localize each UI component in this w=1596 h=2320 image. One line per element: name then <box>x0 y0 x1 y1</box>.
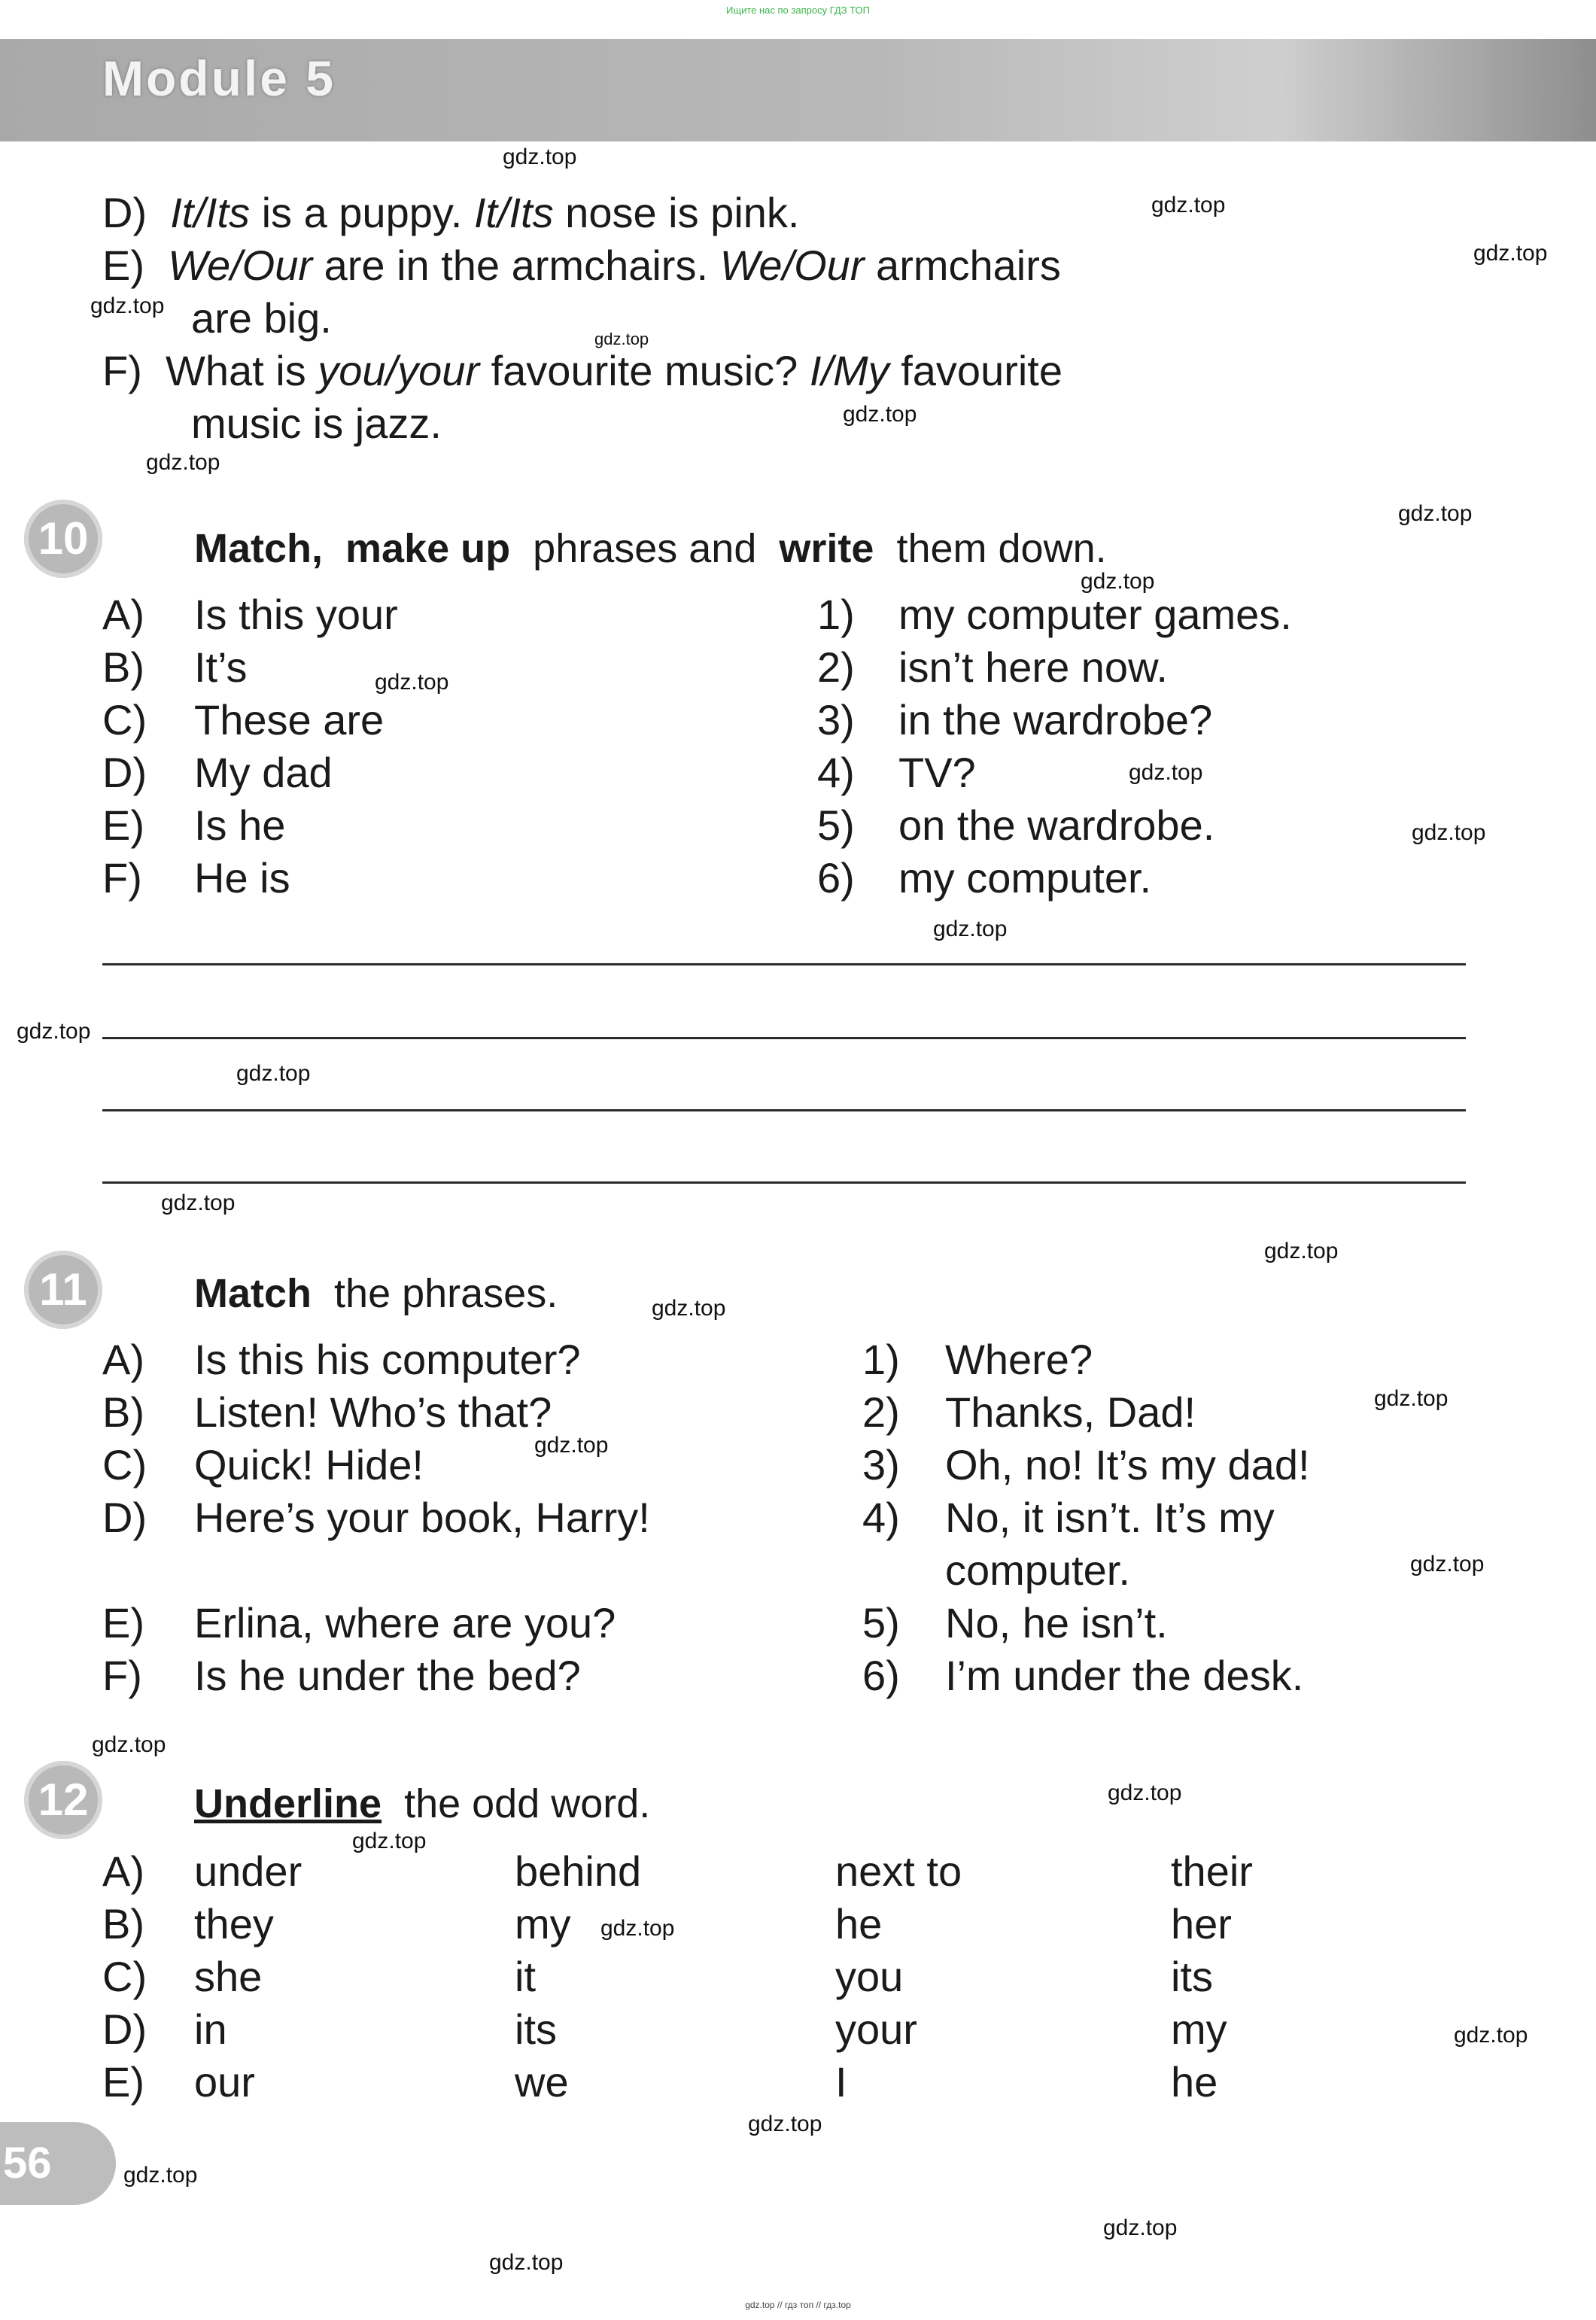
option-text: No, he isn’t. <box>945 1599 1168 1647</box>
option-text: Is this your <box>194 591 398 638</box>
watermark: gdz.top <box>1398 501 1473 526</box>
word-option[interactable]: you <box>835 1953 904 2000</box>
word-option[interactable]: I <box>835 2058 847 2106</box>
prev-item-f: F) What is you/your favourite music? I/My favourite <box>102 347 1062 394</box>
watermark: gdz.top <box>652 1296 726 1321</box>
option-text: These are <box>194 696 385 743</box>
option-label: 5) <box>817 801 855 849</box>
watermark: gdz.top <box>1103 2215 1178 2240</box>
watermark: gdz.top <box>600 1916 675 1941</box>
option-text: Is he <box>194 801 286 849</box>
row-label: B) <box>102 1900 144 1948</box>
option-text: TV? <box>898 749 976 796</box>
watermark: gdz.top <box>90 293 165 318</box>
exercise-instruction: Underline the odd word. <box>194 1781 651 1826</box>
word-option[interactable]: my <box>515 1900 571 1948</box>
watermark: gdz.top <box>1081 569 1155 594</box>
watermark: gdz.top <box>375 670 449 695</box>
option-label: F) <box>102 854 142 902</box>
option-label: 6) <box>862 1652 900 1699</box>
exercise-number-badge: 10 <box>24 500 102 578</box>
watermark: gdz.top <box>489 2250 564 2275</box>
option-label: A) <box>102 1336 144 1383</box>
option-label: 2) <box>862 1388 900 1436</box>
option-label: E) <box>102 801 144 849</box>
word-option[interactable]: her <box>1171 1900 1232 1948</box>
option-text: Quick! Hide! <box>194 1441 424 1488</box>
option-label: C) <box>102 1441 147 1488</box>
option-text: My dad <box>194 749 333 796</box>
option-text: isn’t here now. <box>898 643 1168 691</box>
word-option[interactable]: she <box>194 1953 263 2000</box>
option-label: 4) <box>862 1494 900 1541</box>
option-text: He is <box>194 854 290 902</box>
watermark: gdz.top <box>1129 760 1203 785</box>
word-option[interactable]: our <box>194 2058 255 2106</box>
prev-item-d: D) It/Its is a puppy. It/Its nose is pink. <box>102 189 800 236</box>
watermark: gdz.top <box>503 144 577 169</box>
watermark: gdz.top <box>1264 1239 1339 1263</box>
option-label: B) <box>102 1388 144 1436</box>
word-option[interactable]: their <box>1171 1847 1253 1895</box>
option-text: Where? <box>945 1336 1093 1383</box>
top-note: Ищите нас по запросу ГДЗ ТОП <box>726 5 870 16</box>
watermark: gdz.top <box>1454 2023 1528 2048</box>
option-text: No, it isn’t. It’s my <box>945 1494 1275 1541</box>
option-text: my computer. <box>898 854 1152 902</box>
prev-item-e-cont: are big. <box>191 294 332 342</box>
exercise-instruction: Match, make up phrases and write them down. <box>194 526 1107 571</box>
option-label: A) <box>102 591 144 638</box>
page-number: 56 <box>0 2122 116 2205</box>
answer-line[interactable] <box>102 1109 1466 1111</box>
option-text: It’s <box>194 643 248 691</box>
option-label: B) <box>102 643 144 691</box>
watermark: gdz.top <box>748 2112 822 2136</box>
word-option[interactable]: next to <box>835 1847 962 1895</box>
option-label: D) <box>102 1494 147 1541</box>
option-text: Oh, no! It’s my dad! <box>945 1441 1310 1488</box>
watermark: gdz.top <box>123 2163 198 2188</box>
option-label: 1) <box>862 1336 900 1383</box>
exercise-number-badge: 11 <box>24 1251 102 1329</box>
watermark: gdz.top <box>236 1061 311 1086</box>
option-text: Listen! Who’s that? <box>194 1388 552 1436</box>
watermark: gdz.top <box>1473 241 1548 266</box>
option-label: E) <box>102 1599 144 1647</box>
word-option[interactable]: he <box>1171 2058 1218 2106</box>
option-text: on the wardrobe. <box>898 801 1215 849</box>
option-text: my computer games. <box>898 591 1292 638</box>
prev-item-f-cont: music is jazz. <box>191 400 442 447</box>
option-label: 4) <box>817 749 855 796</box>
watermark: gdz.top <box>933 917 1008 941</box>
watermark: gdz.top <box>352 1829 427 1853</box>
option-label: F) <box>102 1652 142 1699</box>
option-text: Erlina, where are you? <box>194 1599 616 1647</box>
prev-item-e: E) We/Our are in the armchairs. We/Our armchairs <box>102 242 1061 289</box>
watermark: gdz.top <box>17 1019 91 1044</box>
row-label: E) <box>102 2058 144 2106</box>
option-text: Is he under the bed? <box>194 1652 581 1699</box>
word-option[interactable]: they <box>194 1900 274 1948</box>
answer-line[interactable] <box>102 1037 1466 1039</box>
option-text: Is this his computer? <box>194 1336 581 1383</box>
watermark: gdz.top <box>1108 1780 1182 1805</box>
watermark: gdz.top <box>843 402 917 427</box>
bottom-note: gdz.top // гдз топ // гдз.top <box>745 2300 851 2310</box>
watermark: gdz.top <box>594 330 649 348</box>
watermark: gdz.top <box>1412 820 1486 845</box>
word-option[interactable]: he <box>835 1900 883 1948</box>
module-title: Module 5 <box>102 50 336 106</box>
word-option[interactable]: in <box>194 2005 227 2053</box>
option-text: in the wardrobe? <box>898 696 1213 743</box>
exercise-instruction: Match the phrases. <box>194 1271 558 1316</box>
word-option[interactable]: its <box>1171 1953 1213 2000</box>
watermark: gdz.top <box>1151 193 1226 217</box>
row-label: A) <box>102 1847 144 1895</box>
word-option[interactable]: under <box>194 1847 302 1895</box>
option-text: Here’s your book, Harry! <box>194 1494 650 1541</box>
option-label: 2) <box>817 643 855 691</box>
watermark: gdz.top <box>1374 1386 1449 1411</box>
option-label: 3) <box>862 1441 900 1488</box>
word-option[interactable]: it <box>515 1953 536 2000</box>
watermark: gdz.top <box>92 1732 166 1757</box>
option-text: Thanks, Dad! <box>945 1388 1196 1436</box>
watermark: gdz.top <box>534 1433 609 1458</box>
option-label: 1) <box>817 591 855 638</box>
option-label: 3) <box>817 696 855 743</box>
option-label: C) <box>102 696 147 743</box>
option-label: D) <box>102 749 147 796</box>
answer-line[interactable] <box>102 1181 1466 1184</box>
word-option[interactable]: my <box>1171 2005 1227 2053</box>
row-label: D) <box>102 2005 147 2053</box>
option-text-cont: computer. <box>945 1546 1130 1594</box>
word-option[interactable]: its <box>515 2005 557 2053</box>
word-option[interactable]: behind <box>515 1847 642 1895</box>
word-option[interactable]: your <box>835 2005 917 2053</box>
answer-line[interactable] <box>102 963 1466 965</box>
row-label: C) <box>102 1953 147 2000</box>
watermark: gdz.top <box>161 1190 236 1215</box>
watermark: gdz.top <box>1410 1552 1485 1577</box>
option-label: 5) <box>862 1599 900 1647</box>
exercise-number-badge: 12 <box>24 1761 102 1839</box>
word-option[interactable]: we <box>515 2058 569 2106</box>
option-label: 6) <box>817 854 855 902</box>
watermark: gdz.top <box>146 450 220 475</box>
option-text: I’m under the desk. <box>945 1652 1304 1699</box>
